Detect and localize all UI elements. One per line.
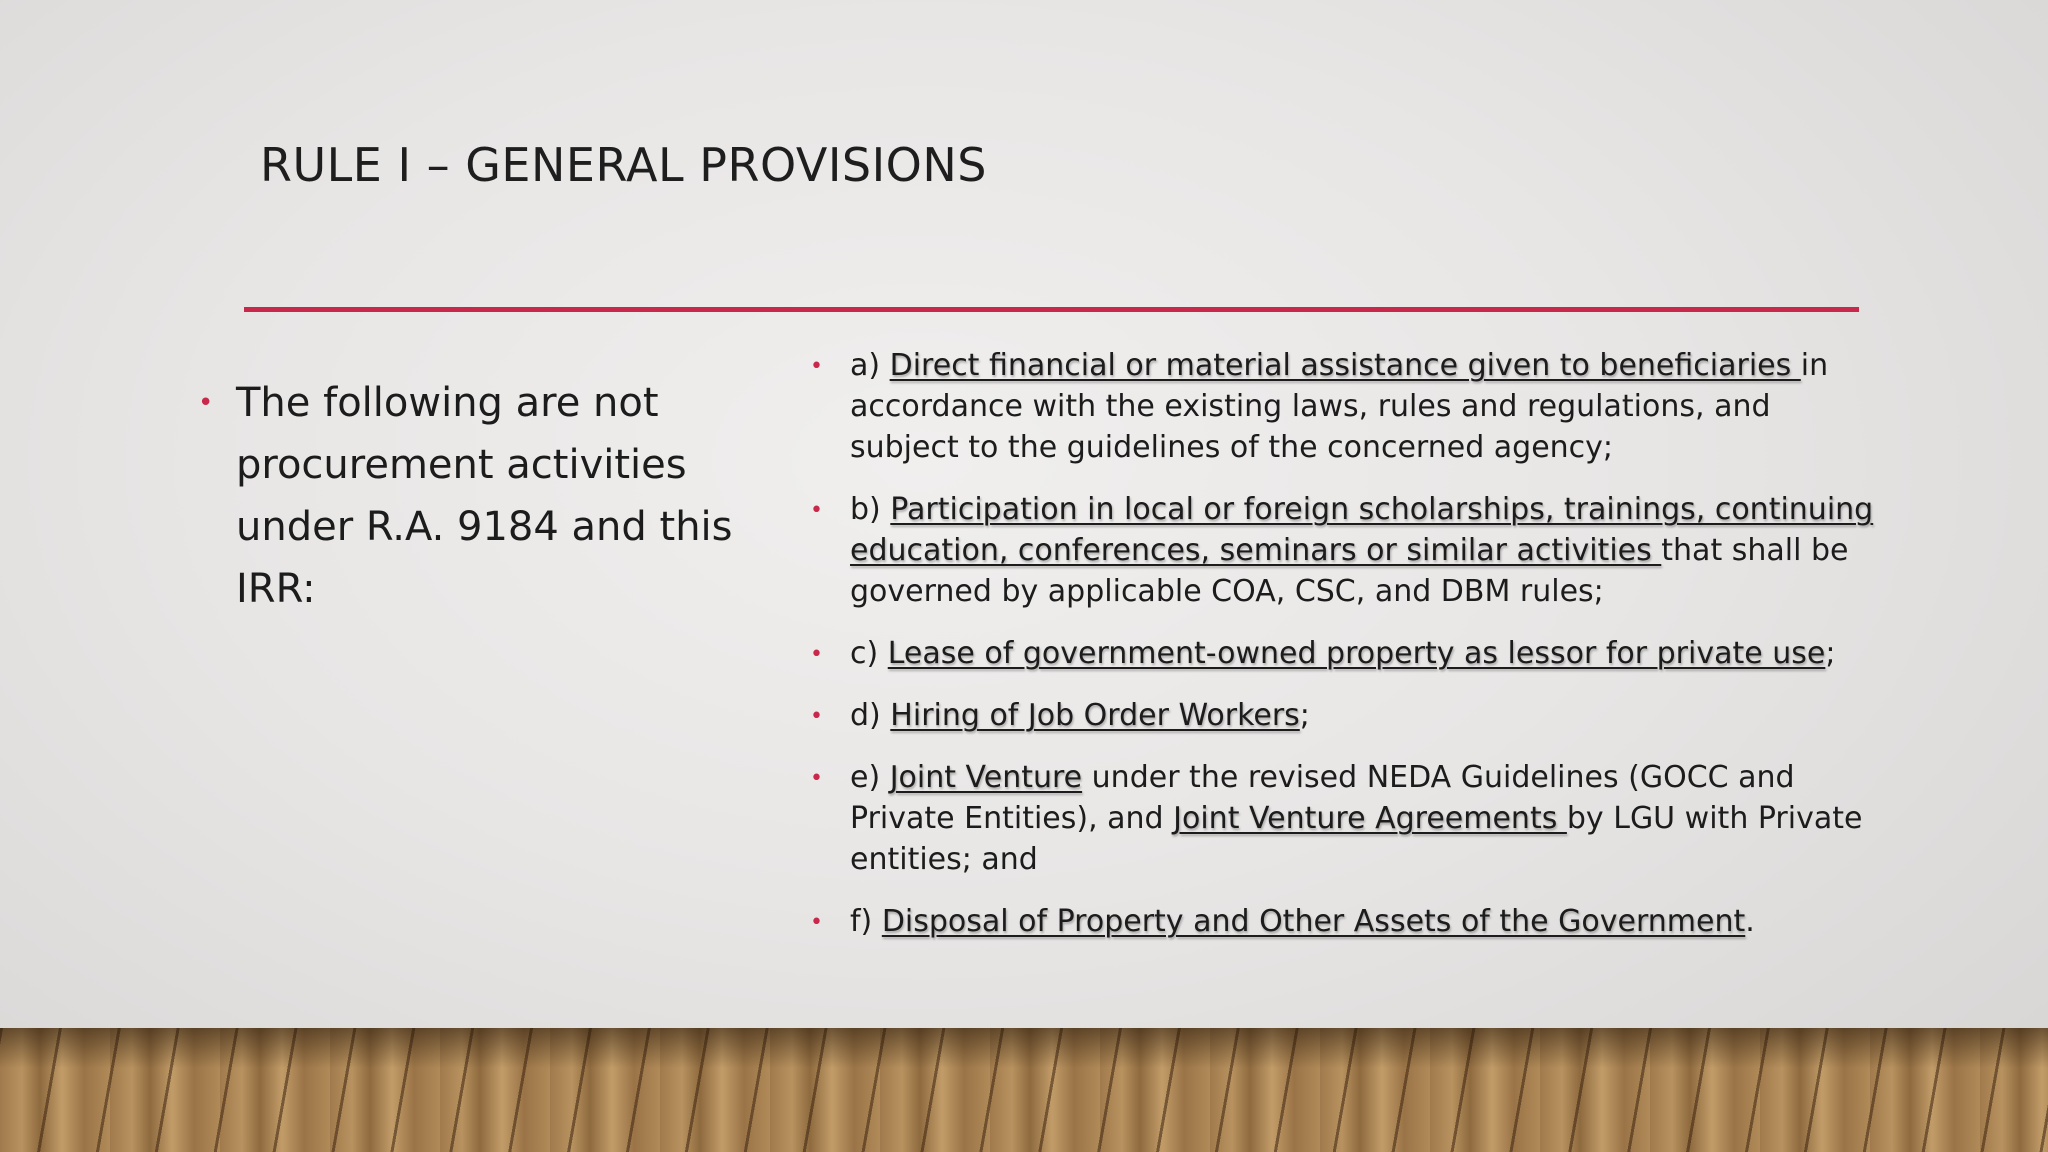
item-text: under the revised NEDA Guidelines (GOCC and Private Entities), and [850, 760, 1795, 836]
left-bullet-text: The following are not procurement activities under R.A. 9184 and this IRR: [236, 380, 733, 612]
item-prefix: e) [850, 760, 890, 795]
bullet-icon: • [198, 388, 214, 418]
bullet-icon: • [810, 642, 823, 667]
bullet-icon: • [810, 354, 823, 379]
item-prefix: a) [850, 348, 890, 383]
item-underlined-text: Joint Venture [889, 760, 1083, 795]
item-underlined-text: Direct financial or material assistance given to beneficiaries [889, 348, 1801, 383]
item-underlined-text: Disposal of Property and Other Assets of the Government [881, 904, 1746, 939]
list-item-e [808, 757, 1888, 880]
right-bullet-list [808, 345, 1888, 963]
bullet-icon: • [810, 704, 823, 729]
list-item-c [808, 633, 1888, 674]
list-item-a [808, 345, 1888, 468]
item-prefix: f) [850, 904, 882, 939]
bullet-icon: • [810, 766, 823, 791]
item-underlined-text: Lease of government-owned property as lessor for private use [887, 636, 1826, 671]
item-underlined-text: Participation in local or foreign scholarships, trainings, continuing education, conferences, seminars or similar activities [850, 492, 1874, 568]
bullet-icon: • [810, 910, 823, 935]
item-text: ; [1299, 698, 1310, 733]
item-text: in accordance with the existing laws, rules and regulations, and subject to the guidelines of the concerned agency; [850, 348, 1829, 465]
bullet-icon: • [810, 498, 823, 523]
item-prefix: d) [850, 698, 891, 733]
list-item-f [808, 901, 1888, 942]
item-text: . [1745, 904, 1755, 939]
item-text: that shall be governed by applicable COA, CSC, and DBM rules; [850, 533, 1849, 609]
list-item-d [808, 695, 1888, 736]
floor-shadow [0, 1028, 2048, 1068]
item-prefix: b) [850, 492, 891, 527]
slide-title: RULE I – GENERAL PROVISIONS [260, 138, 987, 192]
title-divider [244, 307, 1859, 312]
item-text: by LGU with Private entities; and [850, 801, 1863, 877]
left-bullet-block [198, 372, 738, 620]
item-underlined-text-2: Joint Venture Agreements [1173, 801, 1567, 836]
item-underlined-text: Hiring of Job Order Workers [890, 698, 1300, 733]
item-text: ; [1825, 636, 1836, 671]
item-prefix: c) [850, 636, 888, 671]
list-item-b [808, 489, 1888, 612]
